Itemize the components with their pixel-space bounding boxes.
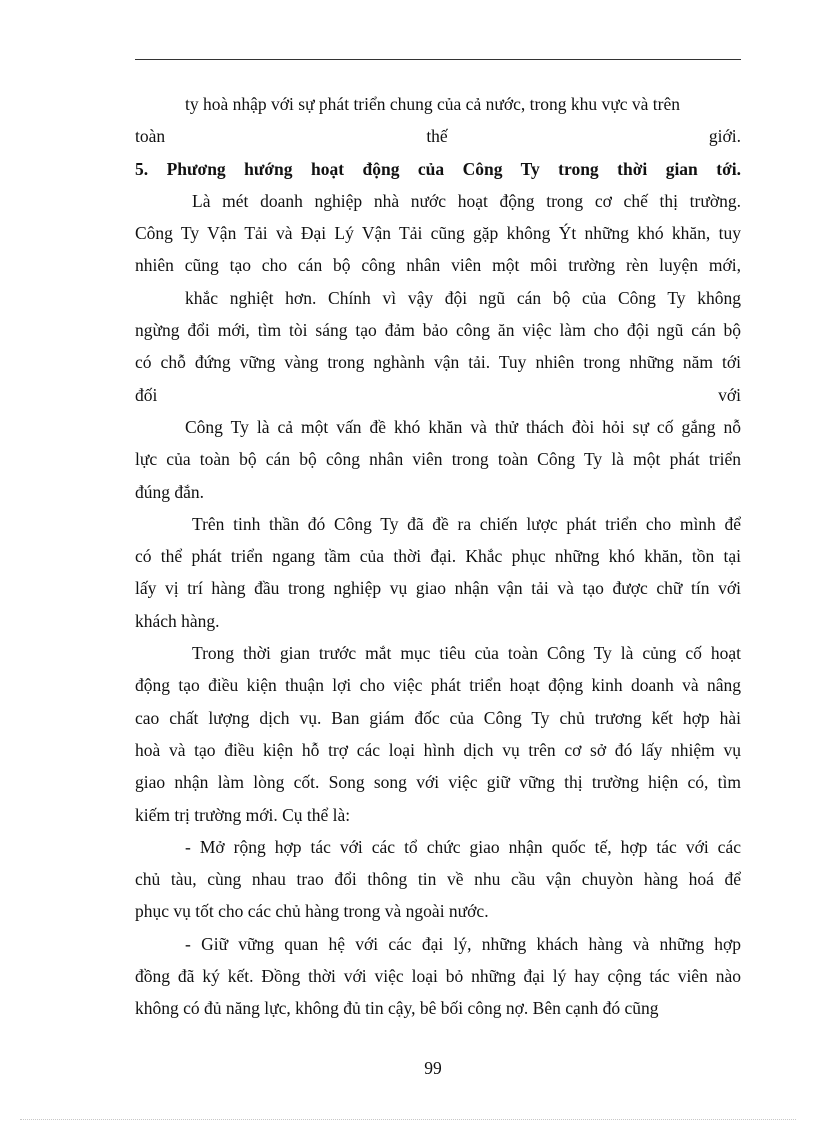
text-line: - Giữ vững quan hệ với các đại lý, những khách hàng và những hợp	[185, 933, 741, 954]
text-line: giao nhận làm lòng cốt. Song song với việc giữ vững thị trường hiện có, tìm	[135, 772, 741, 793]
text-line: đúng đắn.	[135, 481, 205, 502]
text-line: Công Ty Vận Tải và Đại Lý Vận Tải cũng gặp không Ýt những khó khăn, tuy	[135, 223, 741, 244]
text-line: kiếm trị trường mới. Cụ thể là:	[135, 804, 351, 825]
text-line: đồng đã ký kết. Đồng thời với việc loại bỏ những đại lý hay cộng tác viên nào	[135, 966, 741, 987]
text-line: đối với	[135, 384, 741, 405]
page-number: 99	[424, 1058, 442, 1078]
text-line: Trên tinh thần đó Công Ty đã đề ra chiến lược phát triển cho mình để	[192, 513, 741, 534]
text-line: nhiên cũng tạo cho cán bộ công nhân viên một môi trường rèn luyện mới,	[135, 255, 741, 276]
text-line: Là mét doanh nghiệp nhà nước hoạt động trong cơ chế thị trường.	[192, 190, 741, 211]
text-line: có chỗ đứng vững vàng trong nghành vận tải. Tuy nhiên trong những năm tới	[135, 352, 741, 373]
text-line: động tạo điều kiện thuận lợi cho việc phát triển hoạt động kinh doanh và nâng	[135, 675, 741, 696]
section-heading: 5. Phương hướng hoạt động của Công Ty trong thời gian tới.	[135, 158, 741, 179]
text-line: cao chất lượng dịch vụ. Ban giám đốc của Công Ty chủ trương kết hợp hài	[135, 707, 741, 728]
text-line: khắc nghiệt hơn. Chính vì vậy đội ngũ cán bộ của Công Ty không	[185, 287, 741, 308]
text-line: Công Ty là cả một vấn đề khó khăn và thử thách đòi hỏi sự cố gắng nỗ	[185, 416, 741, 437]
text-line: phục vụ tốt cho các chủ hàng trong và ngoài nước.	[135, 901, 489, 922]
text-line: toàn thế giới.	[135, 126, 741, 147]
text-line: không có đủ năng lực, không đủ tin cậy, bê bối công nợ. Bên cạnh đó cũng	[135, 998, 659, 1019]
text-line: có thể phát triển ngang tầm của thời đại. Khắc phục những khó khăn, tồn tại	[135, 546, 741, 567]
text-line: chủ tàu, cùng nhau trao đổi thông tin về nhu cầu vận chuyòn hàng hoá để	[135, 869, 741, 890]
text-line: lấy vị trí hàng đầu trong nghiệp vụ giao nhận vận tải và tạo được chữ tín với	[135, 578, 741, 599]
text-line: - Mở rộng hợp tác với các tổ chức giao nhận quốc tế, hợp tác với các	[185, 836, 741, 857]
text-line: lực của toàn bộ cán bộ công nhân viên trong toàn Công Ty là một phát triển	[135, 449, 741, 470]
text-line: hoà và tạo điều kiện hỗ trợ các loại hình dịch vụ trên cơ sở đó lấy nhiệm vụ	[135, 739, 741, 760]
page-bottom-border	[20, 1119, 796, 1120]
header-rule	[135, 59, 741, 60]
text-line: ngừng đổi mới, tìm tòi sáng tạo đảm bảo công ăn việc làm cho đội ngũ cán bộ	[135, 320, 741, 341]
document-body	[135, 88, 741, 1025]
text-line: ty hoà nhập với sự phát triển chung của cả nước, trong khu vực và trên	[185, 94, 681, 114]
text-line: Trong thời gian trước mắt mục tiêu của toàn Công Ty là củng cố hoạt	[192, 643, 741, 664]
text-line: khách hàng.	[135, 610, 220, 631]
